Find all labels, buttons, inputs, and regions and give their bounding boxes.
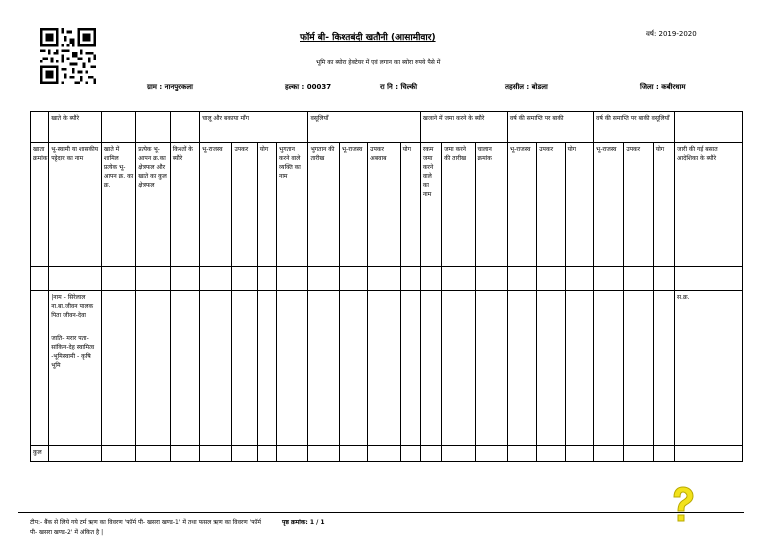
halka-label: हल्का : 00037 [285,83,332,91]
page-number: पृष्ठ क्रमांक: 1 / 1 [282,519,325,526]
group-header-blank [31,112,49,143]
ri-label: रा नि : चिल्की [380,83,418,91]
tehsil-label: तहसील : बोडला [505,83,548,91]
qr-code-icon [40,28,96,84]
year-label: वर्ष: 2019-2020 [646,30,697,38]
group-header-treasury-deposit: खजाने में जमा करने के ब्यौरे [420,112,507,143]
column-header: किश्तों के ब्यौरे [170,143,199,267]
column-header: योग [400,143,420,267]
total-label: कुल [31,446,49,462]
column-header: भू-राजस्व [200,143,232,267]
column-header: भू-स्वामी या शासकीय पट्टेदार का नाम [49,143,102,267]
group-header-blank [136,112,170,143]
form-subtitle: भूमि का ब्योरा हेक्टेयर में एवं लगान का ब्योरा रुपये पैसे में [316,59,441,66]
column-header: योग [565,143,593,267]
column-header: योग [257,143,276,267]
column-header: उपकर [537,143,565,267]
column-header: उपकर [232,143,257,267]
table-total-row [31,446,743,462]
footer-note-text: टीप:- बैंक से लिये गये टर्म ऋण का विवरण 'फॉर्म पी- खसरा खण्ड-1' में तथा फसल ऋण का विवरण 'फॉर्म पी- खसरा खण्ड-2' में अंकित है | [30,519,262,536]
group-header-blank [170,112,199,143]
column-header: उपकर [624,143,653,267]
table-row [31,291,743,446]
column-header: योग [653,143,674,267]
column-header: भू-राजस्व [507,143,536,267]
column-header: खाते में शामिल प्रत्येक भू-आपन क्र. का क्र. [101,143,135,267]
khatauni-table [30,111,743,462]
group-header-account-details: खाते के ब्यौरे [49,112,102,143]
footer-divider [18,512,744,513]
column-header: जारी की गई बसात आदेशिका के ब्यौरे [675,143,743,267]
group-header-recoveries: वसूलियाँ [308,112,420,143]
column-header: चालान क्रमांक [475,143,507,267]
owner-caste-block: जाति- मरार पता- सांकिन-देह स्वामित्व -भूमिस्वामी - कृषि भूमि [51,335,95,369]
group-header-year-end-balance: वर्ष की समाप्ति पर बाकी [507,112,593,143]
owner-details-cell [49,291,102,446]
column-header: रकम जमा करने वाले का नाम [420,143,441,267]
column-header: भुगतान की तारीख [308,143,339,267]
column-header: जमा करने की तारीख [442,143,475,267]
column-header: भू-राजस्व [339,143,367,267]
remark-cell: स.क्र. [675,291,743,446]
village-label: ग्राम : नानपुरकला [147,83,193,91]
table-row-empty [31,267,743,291]
column-header: प्रत्येक भू-आपन क्र.का क्षेत्रफल और खाते का कुल क्षेत्रफल [136,143,170,267]
column-header: भुगतान करने वाले व्यक्ति का नाम [277,143,308,267]
form-title: फॉर्म बी- किश्तबंदी खतौनी (आसामीवार) [300,33,436,43]
column-header: उपकर अबवाब [368,143,400,267]
group-header-year-end-recoveries: वर्ष की समाप्ति पर बाकी वसूलियाँ [593,112,674,143]
owner-name-block: |नाम - सिरेलाल ना.बा.जीवन पालक पिता जीवन-देवा [51,294,94,319]
group-header-blank [101,112,135,143]
column-header: भू-राजस्व [593,143,623,267]
district-label: जिला : कबीरधाम [640,83,686,91]
column-header: खाता क्रमांक [31,143,49,267]
footer-note [30,518,266,538]
group-header-current-and-arrears: चालू और बकाया माँग [200,112,308,143]
group-header-blank [675,112,743,143]
question-mark-icon[interactable] [668,486,696,526]
